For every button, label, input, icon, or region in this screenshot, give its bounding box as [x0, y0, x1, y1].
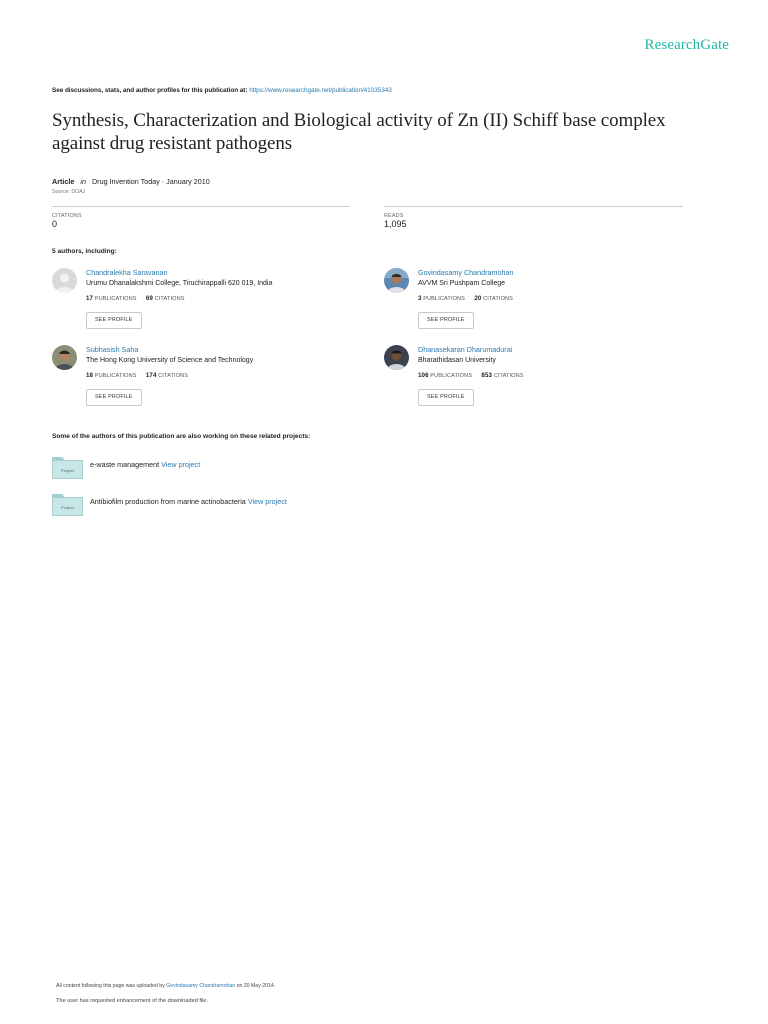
enhancement-note: The user has requested enhancement of the downloaded file. [56, 998, 209, 1004]
avatar[interactable] [52, 268, 77, 293]
publication-url-link[interactable]: https://www.researchgate.net/publication/41035343 [249, 87, 392, 94]
see-profile-button[interactable]: SEE PROFILE [418, 312, 474, 329]
project-name: Antibiofilm production from marine actinobacteria [90, 497, 246, 506]
publications-label: PUBLICATIONS [423, 296, 466, 302]
author-affiliation: AVVM Sri Pushpam College [418, 280, 506, 287]
citations-stat [52, 213, 82, 229]
author-stats [418, 372, 524, 379]
article-in-label: in [80, 177, 86, 186]
citations-label: CITATIONS [158, 373, 189, 379]
citations-count: 69 [145, 295, 153, 302]
project-folder-icon [52, 457, 83, 479]
project-folder-icon [52, 494, 83, 516]
citations-count: 174 [145, 372, 157, 379]
project-folder-label: Project [52, 497, 83, 516]
publications-count: 18 [86, 372, 94, 379]
citations-label: CITATIONS [493, 373, 524, 379]
author-card [52, 345, 352, 411]
author-name-link[interactable]: Chandralekha Saravanan [86, 268, 168, 277]
project-name: e-waste management [90, 460, 160, 469]
publications-count: 3 [418, 295, 422, 302]
project-folder-label: Project [52, 460, 83, 479]
citations-value: 0 [52, 219, 58, 229]
avatar[interactable] [384, 345, 409, 370]
upload-prefix: All content following this page was uploaded by [56, 983, 165, 989]
author-card [52, 268, 352, 334]
see-profile-button[interactable]: SEE PROFILE [418, 389, 474, 406]
author-photo-icon [384, 345, 409, 370]
citations-count: 20 [474, 295, 482, 302]
project-item [52, 494, 552, 518]
article-journal: Drug Invention Today · January 2010 [91, 177, 210, 186]
related-projects-heading: Some of the authors of this publication are also working on these related projects: [52, 433, 311, 440]
divider [384, 206, 683, 207]
default-avatar-icon [52, 268, 77, 293]
view-project-link[interactable]: View project [247, 497, 287, 506]
project-item [52, 457, 552, 481]
publications-count: 106 [418, 372, 429, 379]
see-profile-button[interactable]: SEE PROFILE [86, 389, 142, 406]
article-title: Synthesis, Characterization and Biological activity of Zn (II) Schiff base complex against drug resistant pathogens [52, 110, 666, 154]
author-photo-icon [384, 268, 409, 293]
author-photo-icon [52, 345, 77, 370]
publications-label: PUBLICATIONS [94, 373, 137, 379]
article-source: Source: DOAJ [52, 189, 86, 195]
author-card [384, 345, 684, 411]
researchgate-logo[interactable]: ResearchGate [644, 37, 729, 53]
discussion-notice [52, 87, 392, 94]
publications-label: PUBLICATIONS [430, 373, 473, 379]
see-profile-button[interactable]: SEE PROFILE [86, 312, 142, 329]
author-name-link[interactable]: Subhasish Saha [86, 345, 139, 354]
upload-notice [56, 983, 275, 989]
authors-heading: 5 authors, including: [52, 248, 117, 255]
citations-label: CITATIONS [52, 213, 82, 219]
author-stats [418, 295, 513, 302]
author-name-link[interactable]: Govindasamy Chandramohan [418, 268, 514, 277]
citations-count: 853 [481, 372, 493, 379]
author-stats [86, 372, 188, 379]
uploader-link[interactable]: Govindasamy Chandramohan [166, 983, 236, 989]
upload-suffix: on 20 May 2014. [236, 983, 276, 989]
reads-value: 1,095 [384, 219, 407, 229]
project-title [90, 497, 287, 506]
citations-label: CITATIONS [154, 296, 185, 302]
view-project-link[interactable]: View project [161, 460, 201, 469]
publications-count: 17 [86, 295, 94, 302]
article-type: Article [52, 177, 75, 186]
author-affiliation: Urumu Dhanalakshmi College, Tiruchirappalli 620 019, India [86, 280, 273, 287]
avatar[interactable] [52, 345, 77, 370]
discussion-text: See discussions, stats, and author profiles for this publication at: [52, 87, 248, 94]
publications-label: PUBLICATIONS [94, 296, 137, 302]
reads-label: READS [384, 213, 404, 219]
article-meta [52, 177, 210, 186]
author-affiliation: The Hong Kong University of Science and Technology [86, 357, 254, 364]
author-name-link[interactable]: Dhanasekaran Dharumadurai [418, 345, 513, 354]
divider [52, 206, 350, 207]
author-stats [86, 295, 185, 302]
author-card [384, 268, 684, 334]
citations-label: CITATIONS [483, 296, 513, 302]
avatar[interactable] [384, 268, 409, 293]
author-affiliation: Bharathidasan University [418, 357, 496, 364]
project-title [90, 460, 200, 469]
reads-stat [384, 213, 407, 229]
